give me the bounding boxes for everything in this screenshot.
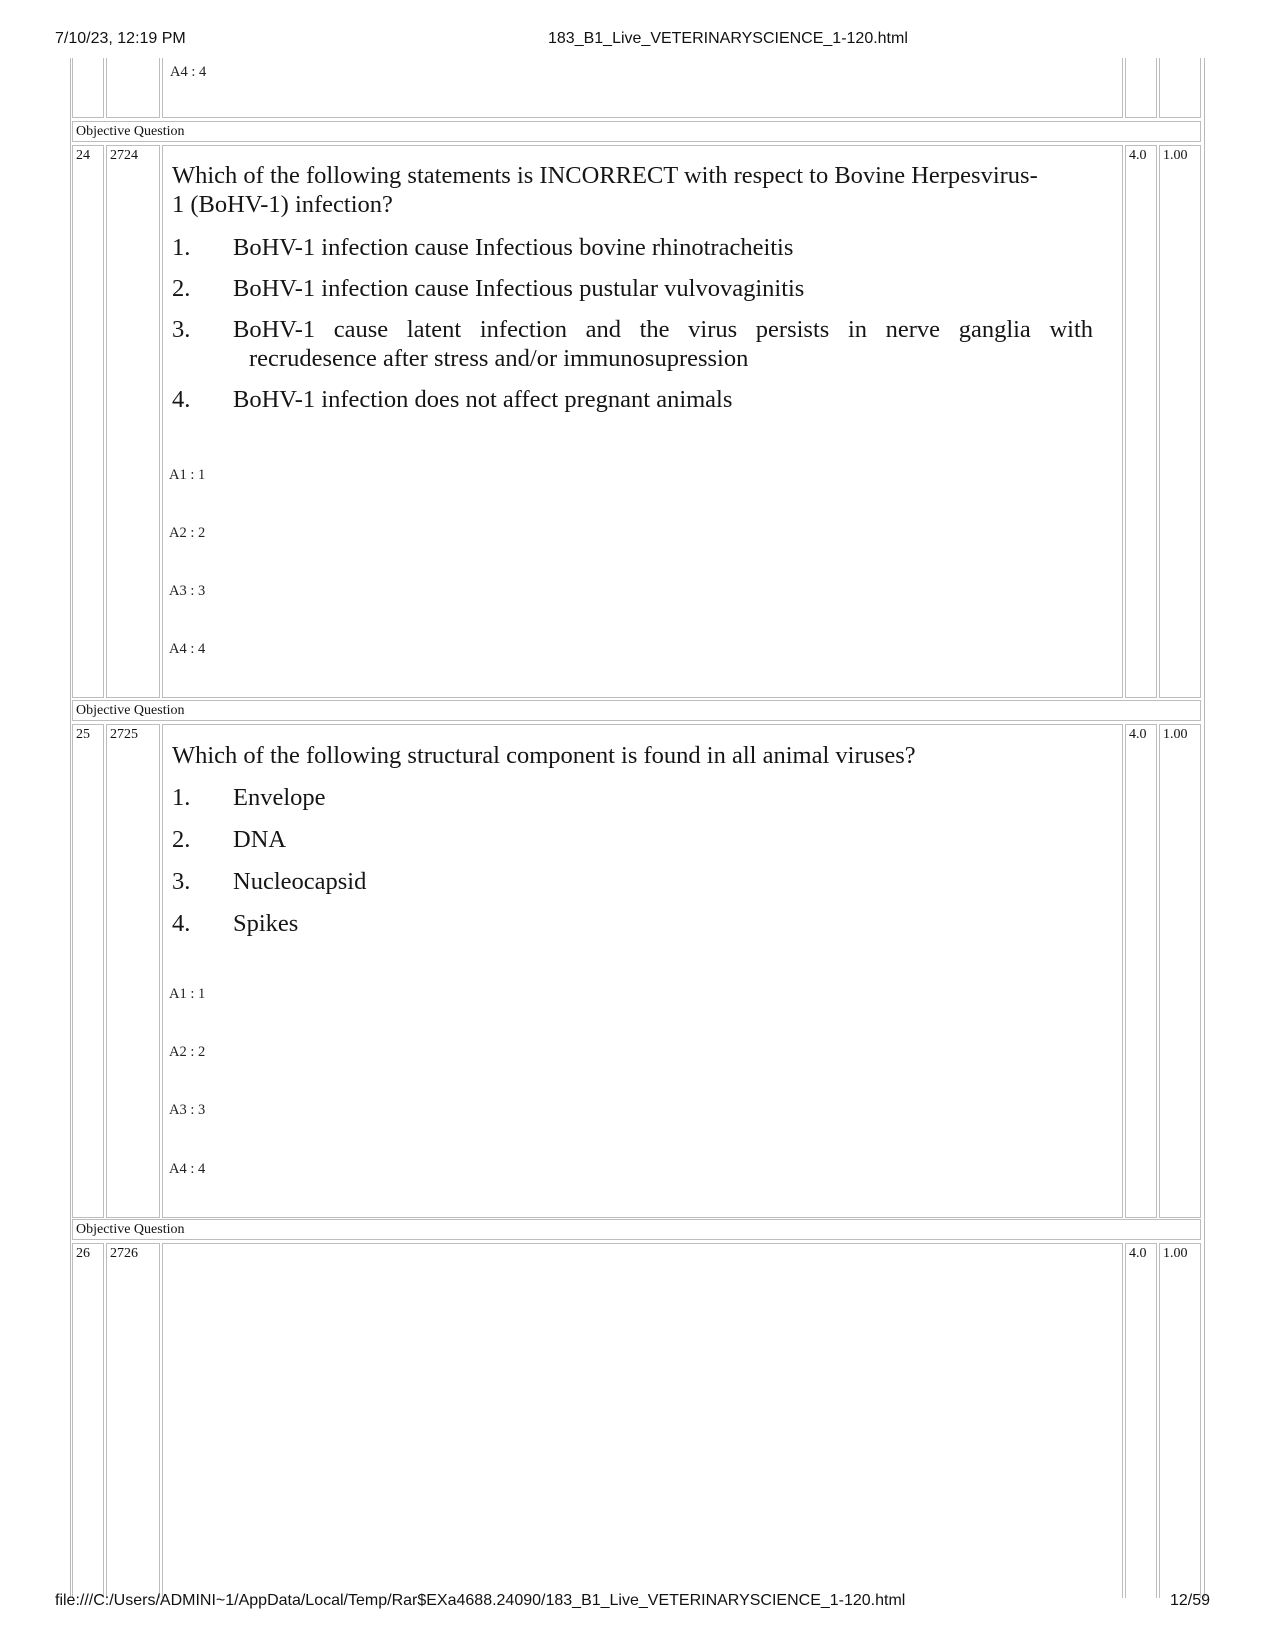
sr-no-cell [72,724,104,1218]
question-id-cell [106,724,160,1218]
option-text: Nucleocapsid [233,868,367,895]
answer-label-1: A1 : 1 [169,467,206,483]
option-number: 1. [172,784,191,811]
answer-label-3: A3 : 3 [169,583,206,599]
answer-label-3: A3 : 3 [169,1102,206,1118]
print-file-path: file:///C:/Users/ADMINI~1/AppData/Local/Temp/Rar$EXa4688.24090/183_B1_Live_VETERINARYSCIENCE_1-120.html [55,1592,906,1609]
option-text: BoHV-1 cause latent infection and the virus persists in nerve ganglia with [233,316,1093,343]
option-text-continuation: recrudesence after stress and/or immunosupression [249,345,749,372]
prev-marks-cell [1125,58,1157,118]
print-doc-title: 183_B1_Live_VETERINARYSCIENCE_1-120.html [548,30,908,47]
option-text: Envelope [233,784,326,811]
option-text: BoHV-1 infection cause Infectious pustular vulvovaginitis [233,275,805,302]
question-id: 2724 [110,148,138,163]
marks-cell [1125,1243,1157,1598]
marks-cell [1125,145,1157,698]
question-text-line-2: 1 (BoHV-1) infection? [172,191,393,218]
negative-marks-cell [1159,1243,1201,1598]
sr-no: 26 [76,1246,90,1261]
answer-label: A4 : 4 [170,64,207,80]
negative-marks: 1.00 [1163,727,1188,742]
question-body-cell [162,145,1123,698]
option-number: 4. [172,910,191,937]
print-page-number: 12/59 [1170,1592,1211,1609]
option-text: BoHV-1 infection does not affect pregnant animals [233,386,733,413]
answer-label-2: A2 : 2 [169,525,206,541]
option-text: DNA [233,826,287,853]
question-id-cell [106,1243,160,1598]
option-number: 2. [172,275,191,302]
marks-cell [1125,724,1157,1218]
answer-label-4: A4 : 4 [169,641,206,657]
question-type-label: Objective Question [72,121,1201,142]
prev-sr-cell [72,58,104,118]
sr-no: 24 [76,148,90,163]
answer-label-1: A1 : 1 [169,986,206,1002]
option-number: 1. [172,234,191,261]
negative-marks-cell [1159,724,1201,1218]
option-number: 3. [172,316,191,343]
question-type-label: Objective Question [72,1219,1201,1240]
option-number: 4. [172,386,191,413]
question-id-cell [106,145,160,698]
question-text-line-1: Which of the following statements is INCORRECT with respect to Bovine Herpesvirus- [172,162,1038,189]
negative-marks-cell [1159,145,1201,698]
question-text: Which of the following structural component is found in all animal viruses? [172,742,916,769]
question-body-cell [162,1243,1123,1598]
marks: 4.0 [1129,727,1147,742]
marks: 4.0 [1129,148,1147,163]
marks: 4.0 [1129,1246,1147,1261]
option-text: Spikes [233,910,299,937]
print-datetime: 7/10/23, 12:19 PM [55,30,186,47]
prev-id-cell [106,58,160,118]
sr-no-cell [72,145,104,698]
question-type-label: Objective Question [72,700,1201,721]
sr-no-cell [72,1243,104,1598]
prev-body-cell [162,58,1123,118]
negative-marks: 1.00 [1163,1246,1188,1261]
question-id: 2726 [110,1246,138,1261]
question-text [172,161,1038,219]
answer-label-4: A4 : 4 [169,1161,206,1177]
question-id: 2725 [110,727,138,742]
negative-marks: 1.00 [1163,148,1188,163]
option-number: 2. [172,826,191,853]
prev-neg-cell [1159,58,1201,118]
option-number: 3. [172,868,191,895]
answer-label-2: A2 : 2 [169,1044,206,1060]
option-text: BoHV-1 infection cause Infectious bovine rhinotracheitis [233,234,794,261]
sr-no: 25 [76,727,90,742]
